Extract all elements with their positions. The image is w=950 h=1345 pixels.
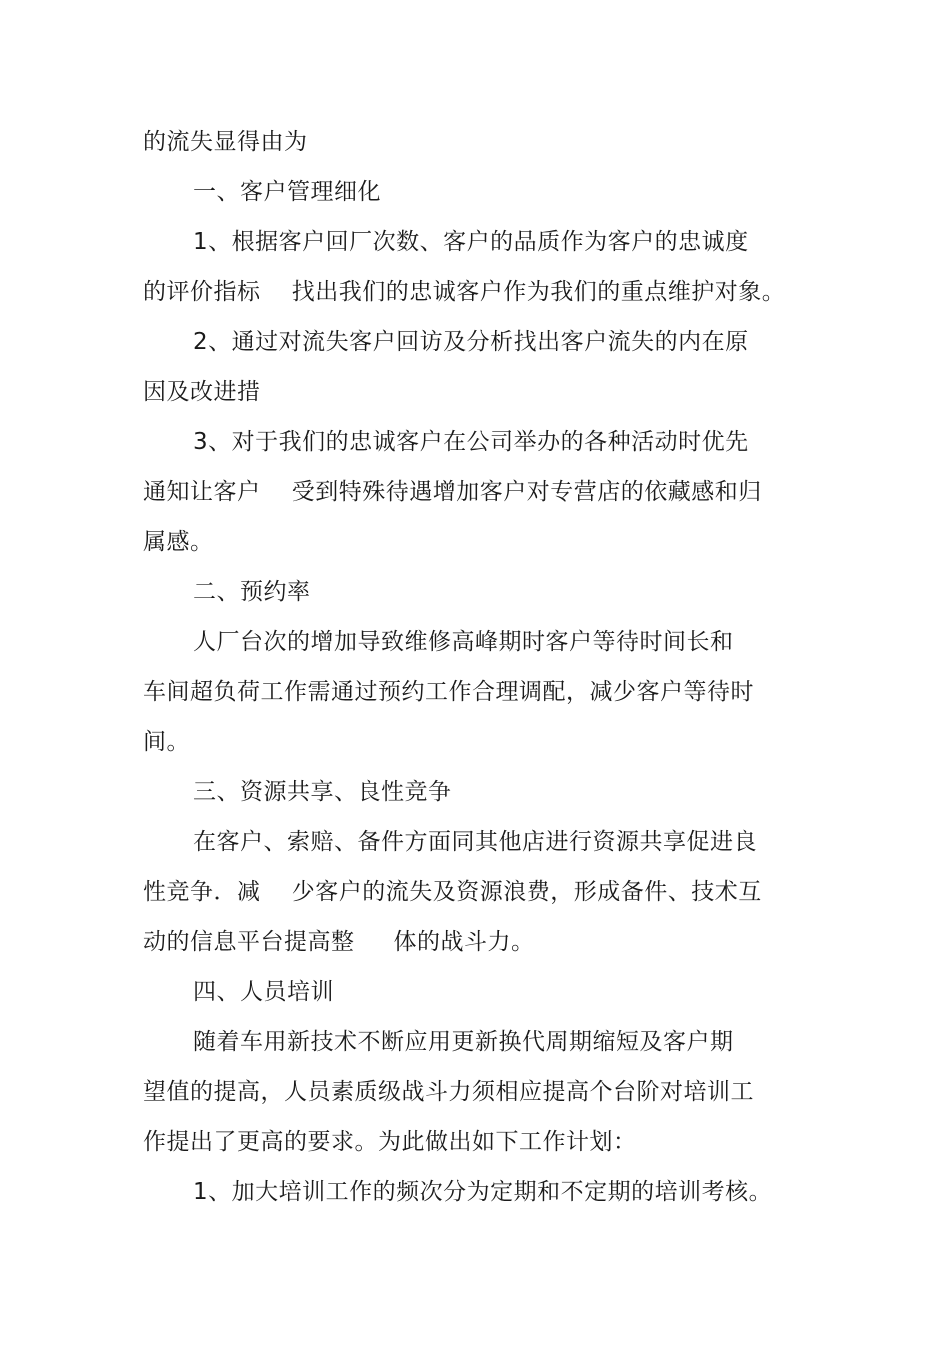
- text-line: 属感。: [143, 529, 214, 555]
- text-line: 通知让客户 受到特殊待遇增加客户对专营店的依藏感和归: [143, 479, 762, 505]
- text-line: 动的信息平台提高整 体的战斗力。: [143, 929, 535, 955]
- text-line: 3、对于我们的忠诚客户在公司举办的各种活动时优先: [193, 429, 749, 455]
- text-line: 在客户、索赔、备件方面同其他店进行资源共享促进良: [193, 829, 757, 855]
- section-heading-3: 三、资源共享、良性竞争: [193, 779, 452, 805]
- text-line: 人厂台次的增加导致维修高峰期时客户等待时间长和: [193, 629, 734, 655]
- text-line: 1、加大培训工作的频次分为定期和不定期的培训考核。: [193, 1179, 773, 1205]
- text-line: 随着车用新技术不断应用更新换代周期缩短及客户期: [193, 1029, 734, 1055]
- text-line: 1、根据客户回厂次数、客户的品质作为客户的忠诚度: [193, 229, 749, 255]
- text-line: 性竞争．减 少客户的流失及资源浪费，形成备件、技术互: [143, 879, 762, 905]
- section-heading-4: 四、人员培训: [193, 979, 334, 1005]
- text-line: 的评价指标 找出我们的忠诚客户作为我们的重点维护对象。: [143, 279, 786, 305]
- text-line: 作提出了更高的要求。为此做出如下工作计划：: [143, 1129, 637, 1155]
- text-line: 望值的提高，人员素质级战斗力须相应提高个台阶对培训工: [143, 1079, 754, 1105]
- text-line: 因及改进措: [143, 379, 261, 405]
- section-heading-2: 二、预约率: [193, 579, 311, 605]
- text-line: 的流失显得由为: [143, 129, 308, 155]
- text-line: 间。: [143, 729, 190, 755]
- text-line: 2、通过对流失客户回访及分析找出客户流失的内在原: [193, 329, 749, 355]
- section-heading-1: 一、客户管理细化: [193, 179, 381, 205]
- text-line: 车间超负荷工作需通过预约工作合理调配，减少客户等待时: [143, 679, 754, 705]
